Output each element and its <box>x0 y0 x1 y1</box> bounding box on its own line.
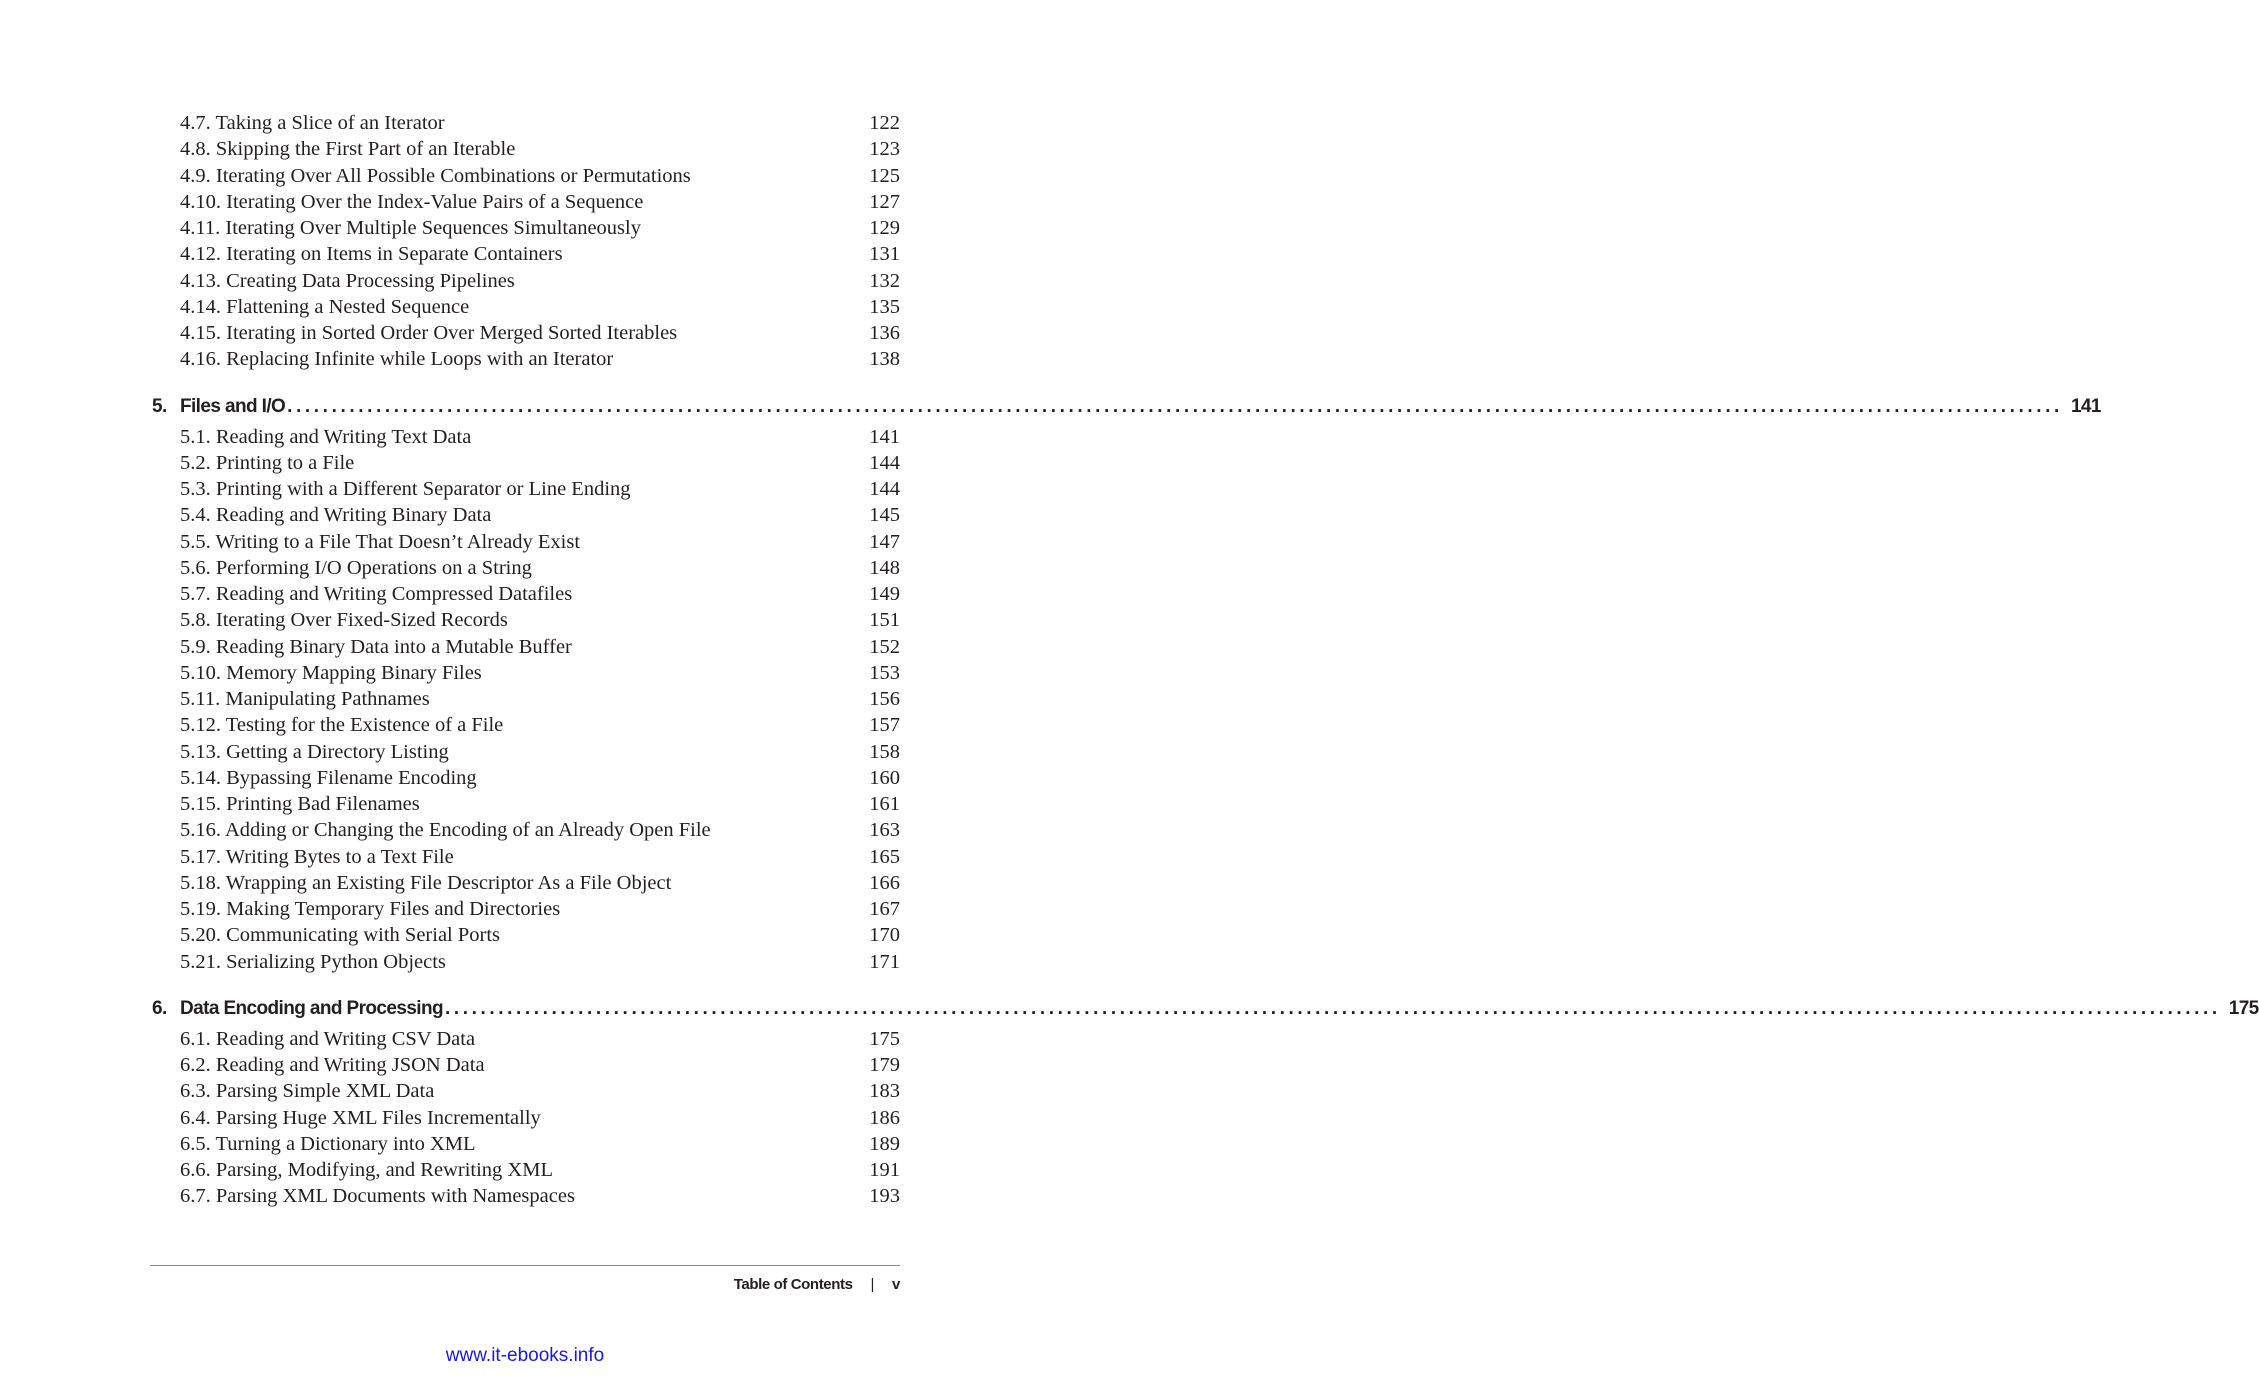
chapter-title: Data Encoding and Processing <box>180 997 443 1019</box>
entry-page: 153 <box>869 661 900 684</box>
entry-page: 141 <box>869 425 900 448</box>
entry-title: 5.12. Testing for the Existence of a File <box>180 714 504 737</box>
entry-title: 5.20. Communicating with Serial Ports <box>180 924 501 947</box>
entry-title: 6.1. Reading and Writing CSV Data <box>180 1027 476 1050</box>
toc-entry[interactable] <box>180 531 900 557</box>
entry-title: 4.13. Creating Data Processing Pipelines <box>180 269 515 292</box>
entry-page: 144 <box>869 451 900 474</box>
entry-title: 5.17. Writing Bytes to a Text File <box>180 845 454 868</box>
toc-entry[interactable] <box>180 191 900 217</box>
entry-page: 191 <box>869 1159 900 1181</box>
toc-entry[interactable] <box>180 872 900 898</box>
chapter-lead <box>152 998 2221 1020</box>
entry-title: 5.8. Iterating Over Fixed-Sized Records <box>180 609 508 632</box>
entry-title: 4.9. Iterating Over All Possible Combinations or Permutations <box>180 164 691 187</box>
chapter-title: Files and I/O <box>180 395 286 417</box>
entry-page: 144 <box>869 478 900 500</box>
toc-entry[interactable] <box>180 846 900 872</box>
toc-entry[interactable] <box>180 112 900 138</box>
dot-leader: ........................................................................................................................................................................................................ <box>444 997 2221 1019</box>
watermark-link[interactable]: www.it-ebooks.info <box>445 1345 605 1366</box>
entry-title: 5.19. Making Temporary Files and Directories <box>180 898 561 920</box>
entry-page: 165 <box>869 845 900 868</box>
toc-entry[interactable] <box>180 1159 900 1185</box>
entry-page: 135 <box>869 295 900 318</box>
entry-title: 5.16. Adding or Changing the Encoding of an Already Open File <box>180 819 711 842</box>
entry-page: 183 <box>869 1080 900 1103</box>
toc-entry[interactable] <box>180 138 900 164</box>
toc-entry[interactable] <box>180 478 900 504</box>
toc-entry[interactable] <box>180 270 900 296</box>
toc-entry[interactable] <box>180 452 900 478</box>
toc-entry[interactable] <box>180 296 900 322</box>
entry-title: 6.4. Parsing Huge XML Files Incrementally <box>180 1106 541 1129</box>
entry-page: 171 <box>869 950 900 973</box>
toc-entry[interactable] <box>180 217 900 243</box>
entry-title: 4.7. Taking a Slice of an Iterator <box>180 112 445 134</box>
toc-entry[interactable] <box>180 1054 900 1080</box>
toc-entry[interactable] <box>180 348 900 374</box>
toc-entry[interactable] <box>180 898 900 924</box>
entry-page: 170 <box>869 924 900 947</box>
toc-entry[interactable] <box>180 819 900 845</box>
chapter-heading[interactable] <box>152 395 2101 424</box>
chapter-page: 141 <box>2070 395 2101 417</box>
toc-entry[interactable] <box>180 1028 900 1054</box>
entry-page: 151 <box>869 609 900 632</box>
entry-title: 6.5. Turning a Dictionary into XML <box>180 1132 476 1155</box>
toc-entry[interactable] <box>180 1107 900 1133</box>
toc-entry[interactable] <box>180 951 900 977</box>
entry-page: 166 <box>869 871 900 894</box>
entry-page: 127 <box>869 190 900 213</box>
entry-title: 4.8. Skipping the First Part of an Iterable <box>180 138 516 161</box>
toc-entry[interactable] <box>180 793 900 819</box>
toc-entry[interactable] <box>180 636 900 662</box>
entry-page: 189 <box>869 1132 900 1155</box>
entry-title: 6.3. Parsing Simple XML Data <box>180 1080 435 1103</box>
entry-page: 160 <box>869 766 900 789</box>
entry-page: 179 <box>869 1054 900 1076</box>
toc-entry[interactable] <box>180 1133 900 1159</box>
chapter-page: 175 <box>2228 997 2259 1019</box>
entry-title: 4.15. Iterating in Sorted Order Over Merged Sorted Iterables <box>180 322 678 344</box>
entry-title: 5.18. Wrapping an Existing File Descriptor As a File Object <box>180 871 672 894</box>
entry-title: 5.14. Bypassing Filename Encoding <box>180 766 477 789</box>
entry-title: 5.13. Getting a Directory Listing <box>180 740 449 763</box>
entry-page: 132 <box>869 269 900 292</box>
entry-title: 6.6. Parsing, Modifying, and Rewriting XML <box>180 1159 553 1181</box>
toc-entry[interactable] <box>180 714 900 740</box>
dot-leader: ........................................................................................................................................................................................................ <box>287 395 2063 417</box>
entry-page: 152 <box>869 635 900 658</box>
toc-entry[interactable] <box>180 557 900 583</box>
footer-separator: | <box>870 1275 875 1293</box>
toc-entry[interactable] <box>180 165 900 191</box>
entry-title: 4.14. Flattening a Nested Sequence <box>180 295 470 318</box>
toc-entry[interactable] <box>180 426 900 452</box>
entry-title: 5.5. Writing to a File That Doesn’t Already Exist <box>180 530 581 553</box>
entry-title: 4.11. Iterating Over Multiple Sequences Simultaneously <box>180 217 641 239</box>
entry-page: 175 <box>869 1027 900 1050</box>
entry-page: 158 <box>869 740 900 763</box>
entry-page: 147 <box>869 530 900 553</box>
entry-title: 5.15. Printing Bad Filenames <box>180 793 420 815</box>
chapter-lead <box>152 396 2063 418</box>
entry-page: 125 <box>869 164 900 187</box>
entry-title: 5.6. Performing I/O Operations on a String <box>180 556 532 579</box>
toc-entry[interactable] <box>180 322 900 348</box>
entry-page: 122 <box>869 112 900 134</box>
entry-title: 5.11. Manipulating Pathnames <box>180 688 430 710</box>
entry-page: 156 <box>869 688 900 710</box>
toc-entry[interactable] <box>180 767 900 793</box>
running-footer <box>734 1272 900 1296</box>
entry-page: 149 <box>869 583 900 605</box>
entry-title: 5.2. Printing to a File <box>180 451 355 474</box>
entry-title: 5.10. Memory Mapping Binary Files <box>180 661 482 684</box>
entry-page: 167 <box>869 898 900 920</box>
entry-title: 5.1. Reading and Writing Text Data <box>180 425 472 448</box>
toc-entry[interactable] <box>180 243 900 269</box>
entry-title: 4.10. Iterating Over the Index-Value Pairs of a Sequence <box>180 190 644 213</box>
toc-entry[interactable] <box>180 1080 900 1106</box>
entry-page: 193 <box>869 1185 900 1208</box>
chapter-number: 5. <box>152 395 167 417</box>
toc-entry[interactable] <box>180 1185 900 1211</box>
footer-label: Table of Contents <box>733 1275 853 1293</box>
entry-page: 161 <box>869 793 900 815</box>
entry-page: 186 <box>869 1106 900 1129</box>
entry-title: 4.12. Iterating on Items in Separate Containers <box>180 243 563 266</box>
entry-page: 138 <box>869 348 900 371</box>
entry-title: 5.21. Serializing Python Objects <box>180 950 446 973</box>
footer-page-number: v <box>892 1275 900 1293</box>
entry-page: 145 <box>869 504 900 527</box>
entry-page: 148 <box>869 556 900 579</box>
entry-page: 123 <box>869 138 900 161</box>
toc-entry[interactable] <box>180 609 900 635</box>
toc-entry[interactable] <box>180 688 900 714</box>
entry-title: 5.9. Reading Binary Data into a Mutable Buffer <box>180 635 572 658</box>
chapter-number: 6. <box>152 997 167 1019</box>
entry-page: 157 <box>869 714 900 737</box>
toc-entry[interactable] <box>180 662 900 688</box>
entry-title: 5.7. Reading and Writing Compressed Datafiles <box>180 583 573 605</box>
toc-entry[interactable] <box>180 741 900 767</box>
footer-rule <box>150 1265 900 1266</box>
toc-entry[interactable] <box>180 504 900 530</box>
entry-title: 6.7. Parsing XML Documents with Namespaces <box>180 1185 575 1208</box>
entry-page: 163 <box>869 819 900 842</box>
entry-page: 129 <box>869 217 900 239</box>
entry-page: 136 <box>869 322 900 344</box>
entry-title: 6.2. Reading and Writing JSON Data <box>180 1054 485 1076</box>
toc-entry[interactable] <box>180 924 900 950</box>
entry-title: 5.3. Printing with a Different Separator or Line Ending <box>180 478 631 500</box>
entry-title: 5.4. Reading and Writing Binary Data <box>180 504 492 527</box>
chapter-heading[interactable] <box>152 997 2259 1026</box>
entry-title: 4.16. Replacing Infinite while Loops with an Iterator <box>180 348 614 371</box>
entry-page: 131 <box>869 243 900 266</box>
toc-entry[interactable] <box>180 583 900 609</box>
